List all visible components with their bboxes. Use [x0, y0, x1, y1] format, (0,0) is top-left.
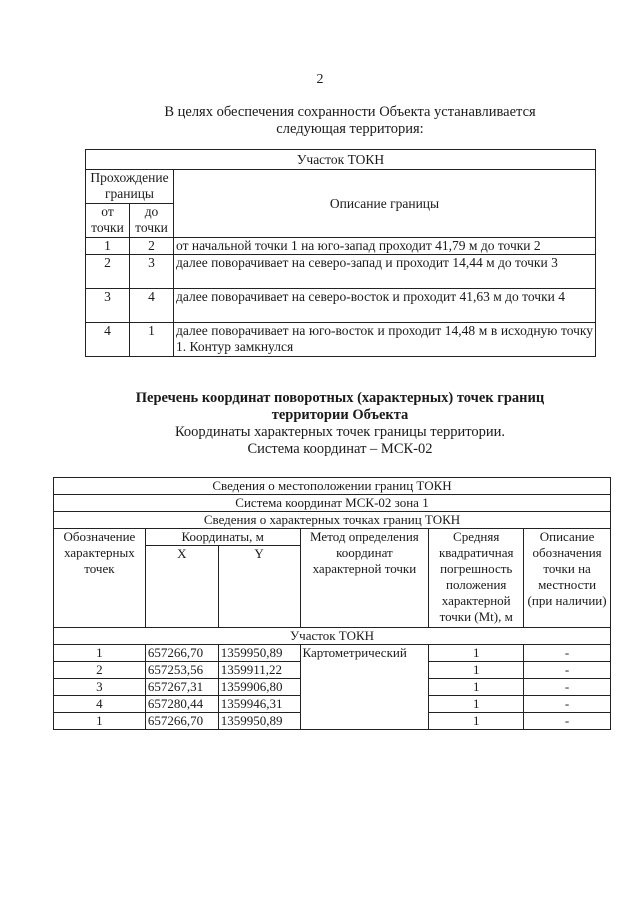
boundary-table: [85, 149, 596, 357]
col-error: Средняя квадратичная погрешность положения характерной точки (Mt), м: [429, 529, 524, 628]
coord-y: 1359950,89: [218, 645, 300, 662]
point-desc: -: [524, 713, 611, 730]
row-to: 1: [130, 323, 174, 357]
boundary-table-title: Участок ТОКН: [86, 150, 596, 170]
point-number: 1: [54, 645, 146, 662]
row-to: 4: [130, 289, 174, 323]
intro-line-1: В целях обеспечения сохранности Объекта устанавливается: [164, 104, 536, 120]
table-row: [86, 238, 596, 255]
point-desc: -: [524, 645, 611, 662]
table-row: [86, 255, 596, 289]
table-header-1: Сведения о местоположении границ ТОКН: [54, 478, 611, 495]
row-from: 1: [86, 238, 130, 255]
point-desc: -: [524, 679, 611, 696]
point-desc: -: [524, 662, 611, 679]
coord-x: 657267,31: [145, 679, 218, 696]
col-designation: Обозначение характерных точек: [54, 529, 146, 628]
coord-y: 1359906,80: [218, 679, 300, 696]
page-number: 2: [316, 72, 324, 87]
row-from: 2: [86, 255, 130, 289]
coord-x: 657266,70: [145, 713, 218, 730]
col-to: до точки: [130, 204, 174, 238]
point-number: 2: [54, 662, 146, 679]
col-description: Описание границы: [174, 170, 596, 238]
row-desc: далее поворачивает на юго-восток и проходит 14,48 м в исходную точку 1. Контур замкнулся: [174, 323, 596, 357]
col-method: Метод определения координат характерной точки: [300, 529, 429, 628]
error-value: 1: [429, 713, 524, 730]
row-to: 3: [130, 255, 174, 289]
error-value: 1: [429, 645, 524, 662]
col-y: Y: [218, 546, 300, 628]
coord-y: 1359911,22: [218, 662, 300, 679]
row-to: 2: [130, 238, 174, 255]
point-number: 1: [54, 713, 146, 730]
table-header-2: Система координат МСК-02 зона 1: [54, 495, 611, 512]
section-bold-line-1: Перечень координат поворотных (характерных) точек границ: [135, 390, 545, 406]
section-label: Участок ТОКН: [54, 628, 611, 645]
section-line-3: Координаты характерных точек границы территории.: [174, 424, 506, 440]
table-row: [86, 323, 596, 357]
coord-y: 1359946,31: [218, 696, 300, 713]
coord-y: 1359950,89: [218, 713, 300, 730]
table-header-3: Сведения о характерных точках границ ТОКН: [54, 512, 611, 529]
row-from: 4: [86, 323, 130, 357]
table-row: [54, 645, 611, 662]
col-x: X: [145, 546, 218, 628]
point-desc: -: [524, 696, 611, 713]
col-coords: Координаты, м: [145, 529, 300, 546]
point-number: 3: [54, 679, 146, 696]
method-cell: Картометрический: [300, 645, 429, 730]
coord-x: 657253,56: [145, 662, 218, 679]
section-heading: [90, 390, 590, 458]
section-line-4: Система координат – МСК-02: [247, 441, 433, 457]
row-desc: далее поворачивает на северо-запад и проходит 14,44 м до точки 3: [174, 255, 596, 289]
coord-x: 657266,70: [145, 645, 218, 662]
intro-text: [110, 104, 590, 138]
point-number: 4: [54, 696, 146, 713]
intro-line-2: следующая территория:: [276, 121, 424, 137]
error-value: 1: [429, 696, 524, 713]
error-value: 1: [429, 662, 524, 679]
section-bold-line-2: территории Объекта: [271, 407, 409, 423]
row-desc: от начальной точки 1 на юго-запад проходит 41,79 м до точки 2: [174, 238, 596, 255]
coord-x: 657280,44: [145, 696, 218, 713]
row-desc: далее поворачивает на северо-восток и проходит 41,63 м до точки 4: [174, 289, 596, 323]
row-from: 3: [86, 289, 130, 323]
coordinates-table: [53, 477, 611, 730]
table-row: [86, 289, 596, 323]
col-point-description: Описание обозначения точки на местности (при наличии): [524, 529, 611, 628]
col-from: от точки: [86, 204, 130, 238]
col-passage: Прохождение границы: [86, 170, 174, 204]
error-value: 1: [429, 679, 524, 696]
